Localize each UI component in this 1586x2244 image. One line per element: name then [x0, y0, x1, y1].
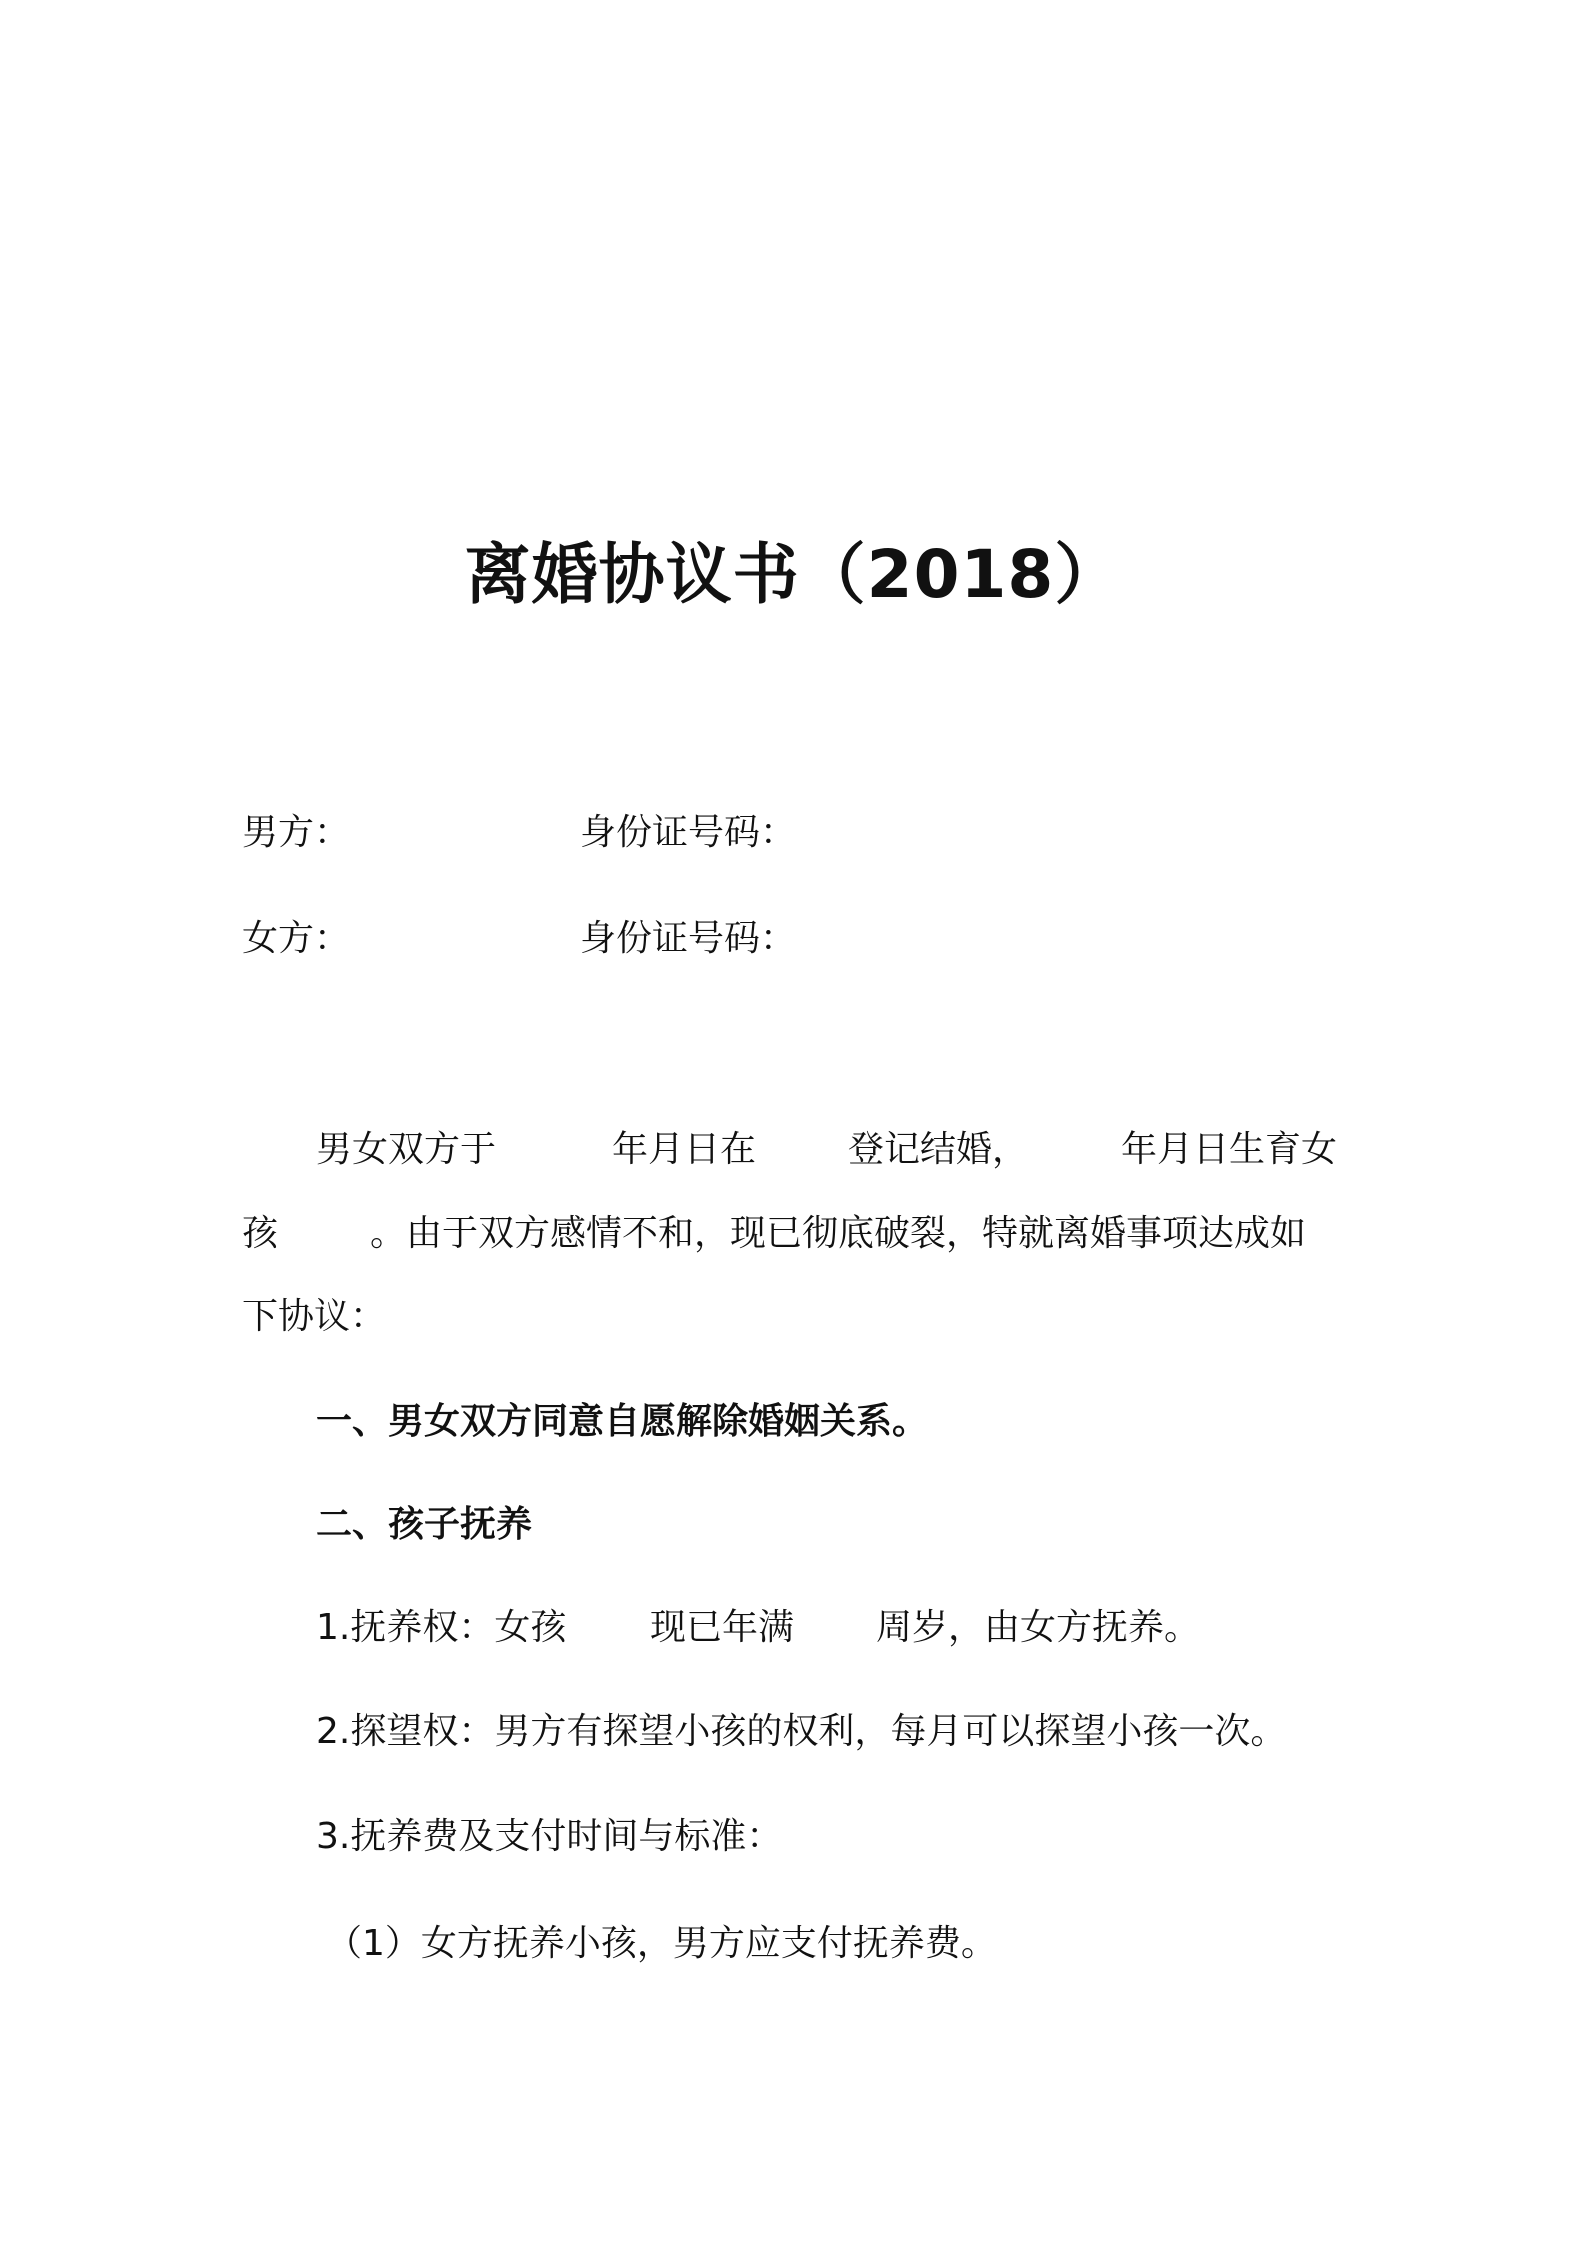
section-2-heading: 二、孩子抚养 [316, 1504, 533, 1545]
section-1-heading: 一、男女双方同意自愿解除婚姻关系。 [316, 1401, 929, 1442]
female-id-label: 身份证号码： [580, 918, 797, 959]
male-label: 男方： [242, 812, 351, 853]
item-1-part1: 1.抚养权：女孩 [316, 1607, 567, 1648]
intro-line1-part3: 登记结婚， [848, 1129, 1029, 1170]
document-title: 离婚协议书（2018） [464, 536, 1122, 613]
intro-line1-part1: 男女双方于 [316, 1129, 497, 1170]
intro-line3: 下协议： [242, 1296, 387, 1337]
item-1-part3: 周岁，由女方抚养。 [876, 1607, 1201, 1648]
intro-line1-part4: 年月日生育女 [1121, 1129, 1338, 1170]
item-3: 3.抚养费及支付时间与标准： [316, 1816, 783, 1857]
intro-line2-part1: 孩 [242, 1213, 279, 1254]
intro-line1-part2: 年月日在 [612, 1129, 757, 1170]
item-2: 2.探望权：男方有探望小孩的权利，每月可以探望小孩一次。 [316, 1711, 1287, 1752]
intro-line2-part2: 。由于双方感情不和，现已彻底破裂，特就离婚事项达成如 [370, 1213, 1307, 1254]
item-3-sub-1: （1）女方抚养小孩，男方应支付抚养费。 [326, 1923, 997, 1964]
female-label: 女方： [242, 918, 351, 959]
item-1-part2: 现已年满 [650, 1607, 795, 1648]
male-id-label: 身份证号码： [580, 812, 797, 853]
